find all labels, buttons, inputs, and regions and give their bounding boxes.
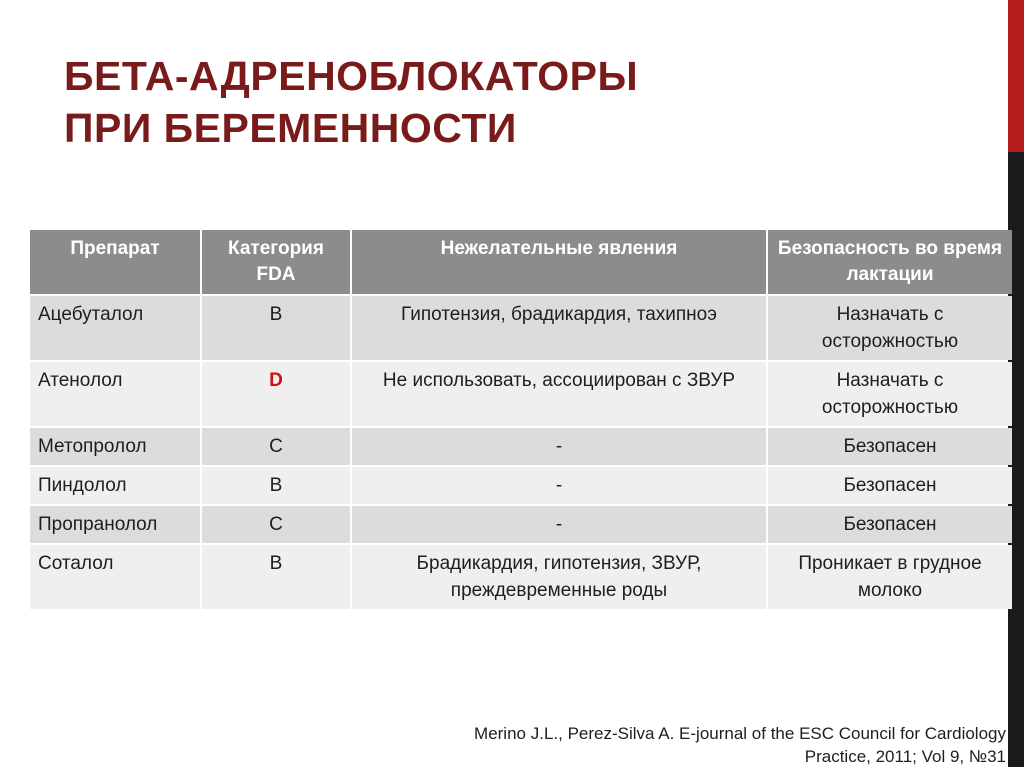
table-header-row xyxy=(30,230,1012,294)
adverse-effects: - xyxy=(352,506,766,543)
beta-blockers-table-container xyxy=(28,228,1010,611)
adverse-effects: Брадикардия, гипотензия, ЗВУР, преждевременные роды xyxy=(352,545,766,609)
lactation-safety: Назначать с осторожностью xyxy=(768,296,1012,360)
slide-title-line-1: БЕТА-АДРЕНОБЛОКАТОРЫ xyxy=(64,53,639,99)
adverse-effects: Гипотензия, брадикардия, тахипноэ xyxy=(352,296,766,360)
fda-category: B xyxy=(202,467,350,504)
fda-category: B xyxy=(202,296,350,360)
lactation-safety: Безопасен xyxy=(768,467,1012,504)
drug-name: Пропранолол xyxy=(30,506,200,543)
beta-blockers-table xyxy=(28,228,1014,611)
slide-title-line-2: ПРИ БЕРЕМЕННОСТИ xyxy=(64,105,517,151)
lactation-safety: Проникает в грудное молоко xyxy=(768,545,1012,609)
slide-title xyxy=(64,50,964,154)
fda-category: C xyxy=(202,506,350,543)
adverse-effects: Не использовать, ассоциирован с ЗВУР xyxy=(352,362,766,426)
table-row xyxy=(30,362,1012,426)
fda-category: C xyxy=(202,428,350,465)
drug-name: Пиндолол xyxy=(30,467,200,504)
table-row xyxy=(30,545,1012,609)
table-row xyxy=(30,296,1012,360)
header-drug: Препарат xyxy=(30,230,200,294)
header-lactation-safety: Безопасность во время лактации xyxy=(768,230,1012,294)
adverse-effects: - xyxy=(352,428,766,465)
fda-category: B xyxy=(202,545,350,609)
citation xyxy=(386,722,1006,767)
lactation-safety: Безопасен xyxy=(768,506,1012,543)
lactation-safety: Безопасен xyxy=(768,428,1012,465)
citation-line-2: Practice, 2011; Vol 9, №31 xyxy=(804,747,1006,766)
lactation-safety: Назначать с осторожностью xyxy=(768,362,1012,426)
citation-line-1: Merino J.L., Perez-Silva A. E-journal of the ESC Council for Cardiology xyxy=(474,724,1006,743)
table-row xyxy=(30,428,1012,465)
adverse-effects: - xyxy=(352,467,766,504)
drug-name: Метопролол xyxy=(30,428,200,465)
fda-category xyxy=(202,362,350,426)
header-adverse-effects: Нежелательные явления xyxy=(352,230,766,294)
table-row xyxy=(30,467,1012,504)
fda-category-d-highlight: D xyxy=(269,370,283,391)
table-row xyxy=(30,506,1012,543)
drug-name: Атенолол xyxy=(30,362,200,426)
drug-name: Ацебуталол xyxy=(30,296,200,360)
header-fda-category: Категория FDA xyxy=(202,230,350,294)
accent-bar-red xyxy=(1008,0,1024,152)
drug-name: Соталол xyxy=(30,545,200,609)
